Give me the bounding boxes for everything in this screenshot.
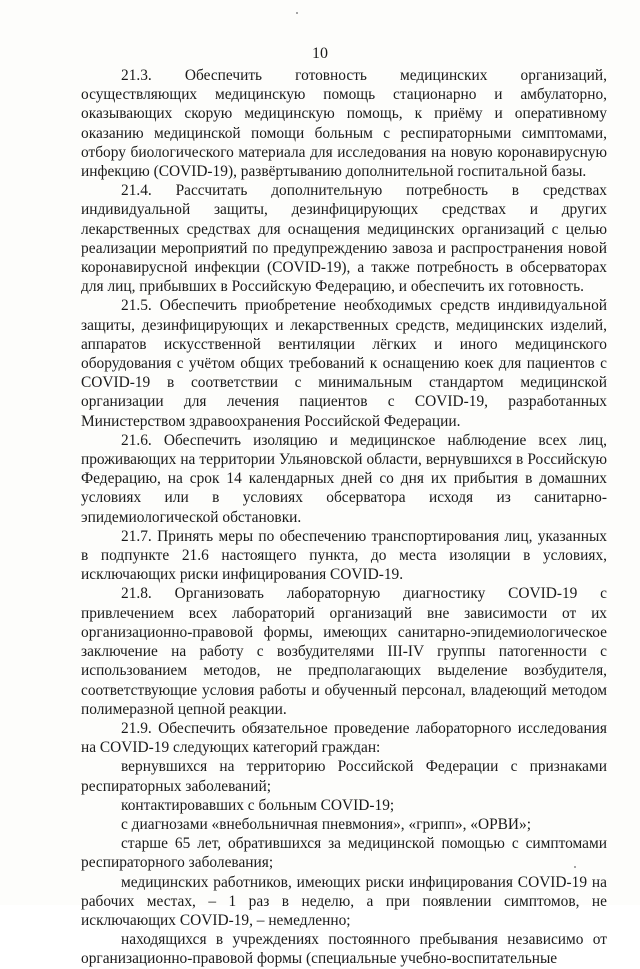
paragraph-21-8: 21.8. Организовать лабораторную диагностику COVID-19 с привлечением всех лабораторий организаций вне зависимости от их организационно-правовой формы, имеющих санитарно-эпидемиологическое заключение на работу с возбудителями III-IV группы патогенности с использованием методов, не предполагающих выделение возбудителя, соответствующие условия работы и обученный персонал, владеющий методом полимеразной цепной реакции. [81, 585, 607, 718]
list-item: старше 65 лет, обратившихся за медицинской помощью с симптомами респираторного заболевания; [81, 835, 607, 872]
paragraph-21-7: 21.7. Принять меры по обеспечению транспортирования лиц, указанных в подпункте 21.6 настоящего пункта, до места изоляции в условиях, исключающих риски инфицирования COVID-19. [81, 527, 607, 584]
scan-speck [296, 12, 298, 14]
list-item: находящихся в учреждениях постоянного пребывания независимо от организационно-правовой формы (специальные учебно-воспитательные [81, 931, 607, 968]
paragraph-21-3: 21.3. Обеспечить готовность медицинских организаций, осуществляющих медицинскую помощь стационарно и амбулаторно, оказывающих скорую медицинскую помощь, к приёму и оперативному оказанию медицинской помощи больным с респираторными симптомами, отбору биологического материала для исследования на новую коронавирусную инфекцию (COVID-19), развёртыванию дополнительной госпитальной базы. [81, 67, 607, 181]
document-body [81, 66, 607, 969]
list-item: медицинских работников, имеющих риски инфицирования COVID-19 на рабочих местах, – 1 раз в неделю, а при появлении симптомов, не исключающих COVID-19, – немедленно; [81, 873, 607, 929]
list-item: с диагнозами «внебольничная пневмония», «грипп», «ОРВИ»; [121, 815, 532, 833]
list-item: контактировавших с больным COVID-19; [121, 796, 395, 814]
paragraph-21-6: 21.6. Обеспечить изоляцию и медицинское наблюдение всех лиц, проживающих на территории Ульяновской области, вернувшихся в Российскую Федерацию, на срок 14 календарных дней со дня их прибытия в домашних условиях или в условиях обсерватора исходя из санитарно-эпидемиологической обстановки. [81, 431, 607, 526]
paragraph-21-5: 21.5. Обеспечить приобретение необходимых средств индивидуальной защиты, дезинфицирующих и лекарственных средств, медицинских изделий, аппаратов искусственной вентиляции лёгких и иного медицинского оборудования с учётом общих требований к оснащению коек для пациентов с COVID-19 в соответствии с минимальным стандартом медицинской организации для лечения пациентов с COVID-19, разработанных Министерством здравоохранения Российской Федерации. [81, 297, 607, 430]
page-number: 10 [312, 45, 328, 62]
paragraph-21-9: 21.9. Обеспечить обязательное проведение лабораторного исследования на COVID-19 следующих категорий граждан: [81, 719, 607, 757]
list-item: вернувшихся на территорию Российской Федерации с признаками респираторных заболеваний; [81, 758, 607, 795]
paragraph-21-4: 21.4. Рассчитать дополнительную потребность в средствах индивидуальной защиты, дезинфицирующих средствах и других лекарственных средствах для оснащения медицинских организаций с целью реализации мероприятий по предупреждению завоза и распространения новой коронавирусной инфекции (COVID-19), а также потребность в обсерваторах для лиц, прибывших в Российскую Федерацию, и обеспечить их готовность. [81, 182, 607, 296]
